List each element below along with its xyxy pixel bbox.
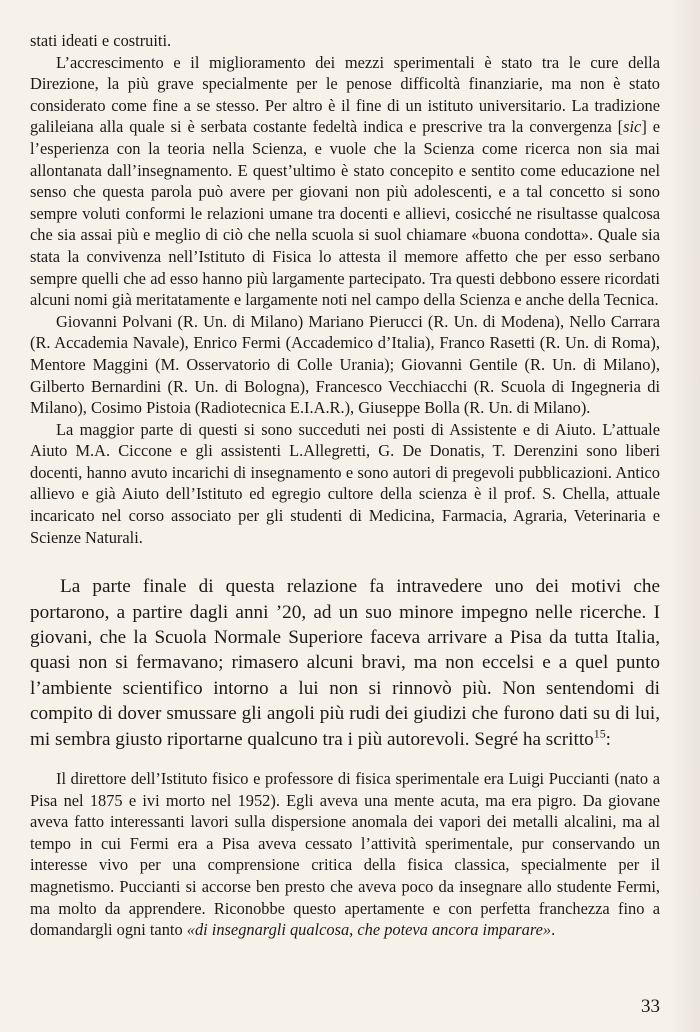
quote-paragraph-3: La maggior parte di questi si sono succeduti nei posti di Assistente e di Aiuto. L’attuale Aiuto M.A. Ciccone e gli assistenti L.Allegretti, G. De Donatis, T. Derenzini sono liberi docenti, hanno avuto incarichi di insegnamento e sono autori di pregevoli pubblicazioni. Antico allievo e già Aiuto dell’Istituto ed egregio cultore della scienza è il prof. S. Chella, attuale incaricato nel corso associato per gli studenti di Medicina, Farmacia, Agraria, Veterinaria e Scienze Naturali.	[30, 419, 660, 547]
segre-quote-italic: «di insegnargli qualcosa, che poteva ancora imparare»	[186, 920, 552, 940]
segre-quote-section	[30, 768, 660, 941]
page-number: 33	[641, 996, 660, 1017]
quote-paragraph-1-part-a: L’accrescimento e il miglioramento dei mezzi sperimentali è stato tra le cure della Direzione, la più grave specialmente per le penose difficoltà finanziarie, ma non è stato considerato come fine a se stesso. Per altro è il fine di un istituto universitario. La tradizione galileiana alla quale si è serbata costante fedeltà indica e prescrive tra la convergenza [	[30, 52, 660, 137]
quote-paragraph-1	[30, 52, 660, 311]
quoted-report-section	[30, 30, 660, 548]
footnote-reference[interactable]: 15	[593, 726, 606, 741]
segre-quote-text: Il direttore dell’Istituto fisico e professore di fisica sperimentale era Luigi Puccianti (nato a Pisa nel 1875 e ivi morto nel 1952). Egli aveva una mente acuta, ma era pigro. Da giovane aveva fatto interessanti lavori sulla dispersione anomala dei vapori dei metalli alcalini, ma al tempo in cui Fermi era a Pisa aveva cessato l’attività sperimentale, pur conservando un interesse vivo per una comprensione critica della fisica classica, specialmente per il magnetismo. Puccianti si accorse ben presto che aveva poco da insegnare allo studente Fermi, ma molto da apprendere. Riconobbe questo apertamente e con perfetta franchezza fino a domandargli ogni tanto	[30, 769, 660, 940]
quote-paragraph-2-names: Giovanni Polvani (R. Un. di Milano) Mariano Pierucci (R. Un. di Modena), Nello Carrara (R. Accademia Navale), Enrico Fermi (Accademico d’Italia), Franco Rasetti (R. Un. di Roma), Mentore Maggini (M. Osservatorio di Colle Urania); Giovanni Gentile (R. Un. di Milano), Gilberto Bernardini (R. Un. di Bologna), Francesco Vecchiacchi (R. Scuola di Ingegneria di Milano), Cosimo Pistoia (Radiotecnica E.I.A.R.), Giuseppe Bolla (R. Un. di Milano).	[30, 311, 660, 418]
main-paragraph-tail: :	[605, 728, 611, 750]
main-paragraph	[30, 574, 660, 752]
sic-marker: sic	[623, 117, 642, 137]
quote-paragraph-1-part-b: ] e l’esperienza con la teoria nella Scienza, e vuole che la Scienza come ricerca non sia mai allontanata dall’insegnamento. E quest’ultimo è stato concepito e sentito come educazione nel senso che questa parola può avere per giovani non più adolescenti, e a tal concetto si sono sempre voluti conformi le relazioni umane tra docenti e allievi, cosicché ne risultasse qualcosa che sia assai più e meglio di ciò che nella scuola si suol chiamare «buona condotta». Quale sia stata la convivenza nell’Istituto di Fisica lo attesta il memore affetto che per esso serbano sempre quelli che ad esso hanno più largamente partecipato. Tra questi debbono essere ricordati alcuni nomi già meritatamente e largamente noti nel campo della Scienza e anche della Tecnica.	[30, 117, 660, 310]
segre-quote-end: .	[551, 920, 556, 940]
main-paragraph-text: La parte finale di questa relazione fa intravedere uno dei motivi che portarono, a partire dagli anni ’20, ad un suo minore impegno nelle ricerche. I giovani, che la Scuola Normale Superiore faceva arrivare a Pisa da tutta Italia, quasi non si fermavano; rimasero alcuni bravi, ma non eccelsi e a quel punto l’ambiente scientifico intorno a lui non si rinnovò più. Non sentendomi di compito di dover smussare gli angoli più rudi dei giudizi che furono dati su di lui, mi sembra giusto riportarne qualcuno tra i più autorevoli. Segré ha scritto	[30, 576, 660, 750]
segre-quote-paragraph	[30, 768, 660, 941]
main-text-section	[30, 574, 660, 752]
quote-paragraph-continuation: stati ideati e costruiti.	[30, 31, 172, 50]
